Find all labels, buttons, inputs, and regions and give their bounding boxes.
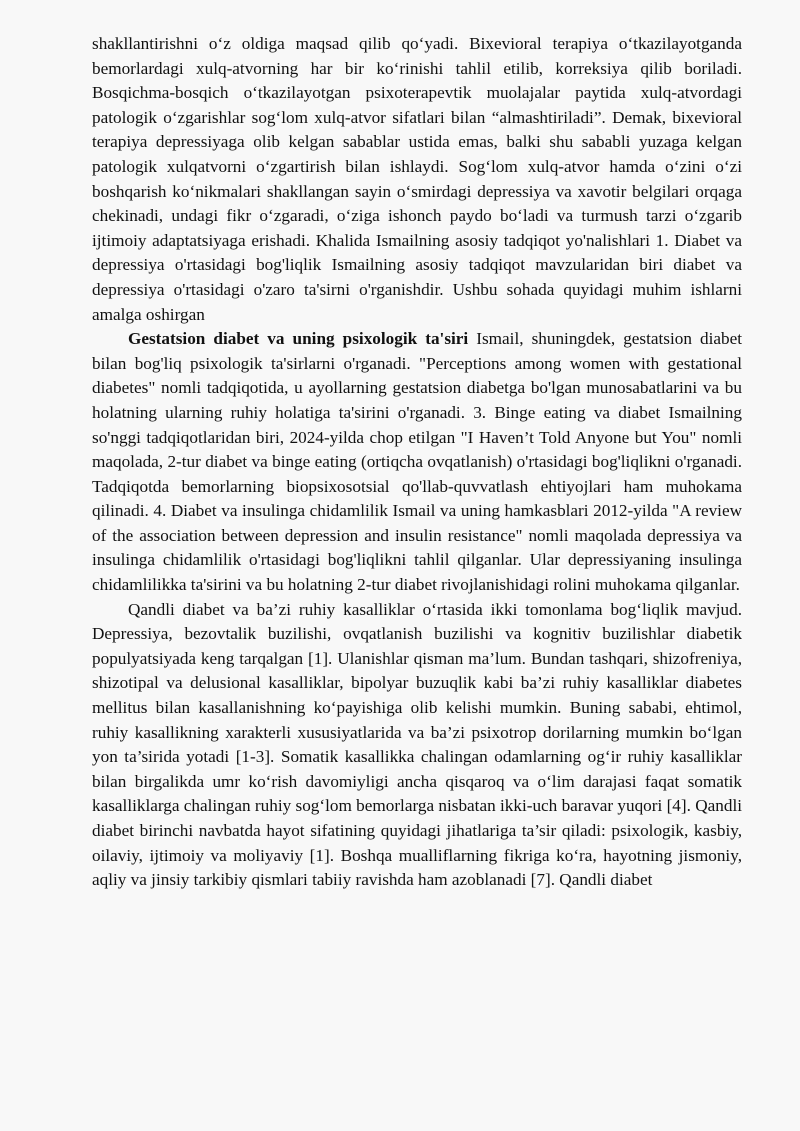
paragraph-1 [92, 32, 742, 327]
paragraph-1-text: shakllantirishni o‘z oldiga maqsad qilib qo‘yadi. Bixevioral terapiya o‘tkazilayotganda bemorlardagi xulq-atvorning har bir ko‘rinishi tahlil etilib, korreksiya qilib boriladi. Bosqichma-bosqich o‘tkazilayotgan psixoterapevtik muolajalar paytida xulq-atvordagi patologik o‘zgarishlar sog‘lom xulq-atvor sifatlari bilan “almashtiriladi”. Demak, bixevioral terapiya depressiyaga olib kelgan sabablar ustida emas, balki shu sababli yuzaga kelgan patologik xulqatvorni o‘zgartirish bilan ishlaydi. Sog‘lom xulq-atvor hamda o‘zini o‘zi boshqarish ko‘nikmalari shakllangan sayin o‘smirdagi depressiya va xavotir belgilari orqaga chekinadi, undagi fikr o‘zgaradi, o‘ziga ishonch paydo bo‘ladi va turmush tarzi o‘zgarib ijtimoiy adaptatsiyaga erishadi. Khalida Ismailning asosiy tadqiqot yo'nalishlari 1. Diabet va depressiya o'rtasidagi bog'liqlik Ismailning asosiy tadqiqot mavzularidan biri diabet va depressiya o'rtasidagi o'zaro ta'sirni o'rganishdir. Ushbu sohada quyidagi muhim ishlarni amalga oshirgan [92, 34, 742, 324]
paragraph-3 [92, 598, 742, 893]
paragraph-2-text: Ismail, shuningdek, gestatsion diabet bilan bog'liq psixologik ta'sirlarni o'rganadi. "Perceptions among women with gestational diabetes" nomli tadqiqotida, u ayollarning gestatsion diabetga bo'lgan munosabatlarini va bu holatning ularning ruhiy holatiga ta'sirini o'rganadi. 3. Binge eating va diabet Ismailning so'nggi tadqiqotlaridan biri, 2024-yilda chop etilgan "I Haven’t Told Anyone but You" nomli maqolada, 2-tur diabet va binge eating (ortiqcha ovqatlanish) o'rtasidagi bog'liqlikni o'rganadi. Tadqiqotda bemorlarning biopsixosotsial qo'llab-quvvatlash ehtiyojlari ham muhokama qilinadi. 4. Diabet va insulinga chidamlilik Ismail va uning hamkasblari 2012-yilda "A review of the association between depression and insulin resistance" nomli maqolada depressiya va insulinga chidamlilik o'rtasidagi bog'liqlikni tahlil qilganlar. Ular depressiyaning insulinga chidamlilikka ta'sirini va bu holatning 2-tur diabet rivojlanishidagi rolini muhokama qilganlar. [92, 329, 742, 595]
paragraph-2-heading: Gestatsion diabet va uning psixologik ta'siri [128, 329, 469, 349]
paragraph-2 [92, 327, 742, 598]
paragraph-3-text: Qandli diabet va ba’zi ruhiy kasalliklar o‘rtasida ikki tomonlama bog‘liqlik mavjud. Depressiya, bezovtalik buzilishi, ovqatlanish buzilishi va kognitiv buzilishlar diabetik populyatsiyada keng tarqalgan [1]. Ulanishlar qisman ma’lum. Bundan tashqari, shizofreniya, shizotipal va delusional kasalliklar, bipolyar buzuqlik kabi ba’zi ruhiy kasalliklar diabetes mellitus bilan kasallanishning ko‘payishiga olib kelishi mumkin. Buning sababi, ehtimol, ruhiy kasallikning xarakterli xususiyatlarida va ba’zi psixotrop dorilarning mumkin bo‘lgan yon ta’sirida yotadi [1-3]. Somatik kasallikka chalingan odamlarning og‘ir ruhiy kasalliklar bilan birgalikda umr ko‘rish davomiyligi ancha qisqaroq va o‘lim darajasi faqat somatik kasalliklarga chalingan ruhiy sog‘lom bemorlarga nisbatan ikki-uch baravar yuqori [4]. Qandli diabet birinchi navbatda hayot sifatining quyidagi jihatlariga ta’sir qiladi: psixologik, kasbiy, oilaviy, ijtimoiy va moliyaviy [1]. Boshqa mualliflarning fikriga ko‘ra, hayotning jismoniy, aqliy va jinsiy tarkibiy qismlari tabiiy ravishda ham azoblanadi [7]. Qandli diabet [92, 599, 742, 890]
